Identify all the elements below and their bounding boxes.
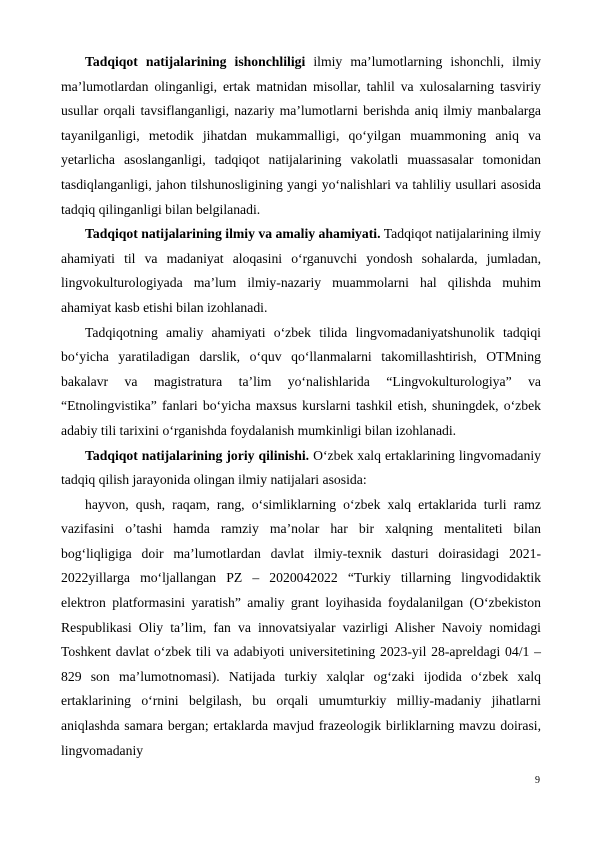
paragraph-results-list [61,493,541,764]
paragraph-practical-significance [61,321,541,444]
paragraph-text: ilmiy ma’lumotlarning ishonchli, ilmiy ma’lumotlardan olinganligi, ertak matnidan misollar, tahlil va xulosalarning tasviriy usullar orqali tavsiflanganligi, nazariy ma’lumotlarni berishda aniq ilmiy manbalarga tayanilganligi, metodik jihatdan mukammalligi, qo‘yilgan muammoning aniq va yetarlicha asoslanganligi, tadqiqot natijalarining vakolatli muassasalar tomonidan tasdiqlanganligi, jahon tilshunosligining yangi yo‘nalishlari va tahliliy usullari asosida tadqiq qilinganligi bilan belgilanadi. [61,54,541,217]
paragraph-text: Tadqiqotning amaliy ahamiyati o‘zbek tilida lingvomadaniyatshunolik tadqiqi bo‘yicha yaratiladigan darslik, o‘quv qo‘llanmalarni takomillashtirish, OTMning bakalavr va magistratura ta’lim yo‘nalishlarida “Lingvokulturologiya” va “Etnolingvistika” fanlari bo‘yicha maxsus kurslarni tashkil etish, shuningdek, o‘zbek adabiy tili tarixini o‘rganishda foydalanish mumkinligi bilan izohlanadi. [61,324,541,438]
document-body [61,50,541,763]
paragraph-text: hayvon, qush, raqam, rang, o‘simliklarning o‘zbek xalq ertaklarida turli ramz vazifasini o’tashi hamda ramziy ma’nolar har bir xalqning mentaliteti bilan bog‘liqligiga doir ma’lumotlardan davlat ilmiy-texnik dasturi doirasidagi 2021-2022yillarga mo‘ljallangan PZ – 2020042022 “Turkiy tillarning lingvodidaktik elektron platformasini yaratish” amaliy grant loyihasida foydalanilgan (O‘zbekiston Respublikasi Oliy ta’lim, fan va innovatsiyalar vazirligi Alisher Navoiy nomidagi Toshkent davlat o‘zbek tili va adabiyoti universitetining 2023-yil 28-apreldagi 04/1 – 829 son ma’lumotnomasi). Natijada turkiy xalqlar og‘zaki ijodida o‘zbek xalq ertaklarining o‘rnini belgilash, bu orqali umumturkiy milliy-madaniy jihatlarni aniqlashda samara bergan; ertaklarda mavjud frazeologik birliklarning mavzu doirasi, lingvomadaniy [61,496,541,758]
paragraph-implementation [61,444,541,493]
paragraph-text: Tadqiqot natijalarining ilmiy ahamiyati til va madaniyat aloqasini o‘rganuvchi yondosh sohalarda, jumladan, lingvokulturologiyada ma’lum ilmiy-nazariy muammolarni hal qilishda muhim ahamiyat kasb etishi bilan izohlanadi. [61,226,541,315]
paragraph-significance [61,222,541,320]
paragraph-reliability [61,50,541,222]
paragraph-heading: Tadqiqot natijalarining ilmiy va amaliy ahamiyati. [85,226,381,242]
paragraph-text: O‘zbek xalq ertaklarining lingvomadaniy tadqiq qilish jarayonida olingan ilmiy natijalari asosida: [61,447,541,488]
paragraph-heading: Tadqiqot natijalarining joriy qilinishi. [85,447,310,463]
paragraph-heading: Tadqiqot natijalarining ishonchliligi [85,54,306,69]
page-number: 9 [535,775,540,786]
